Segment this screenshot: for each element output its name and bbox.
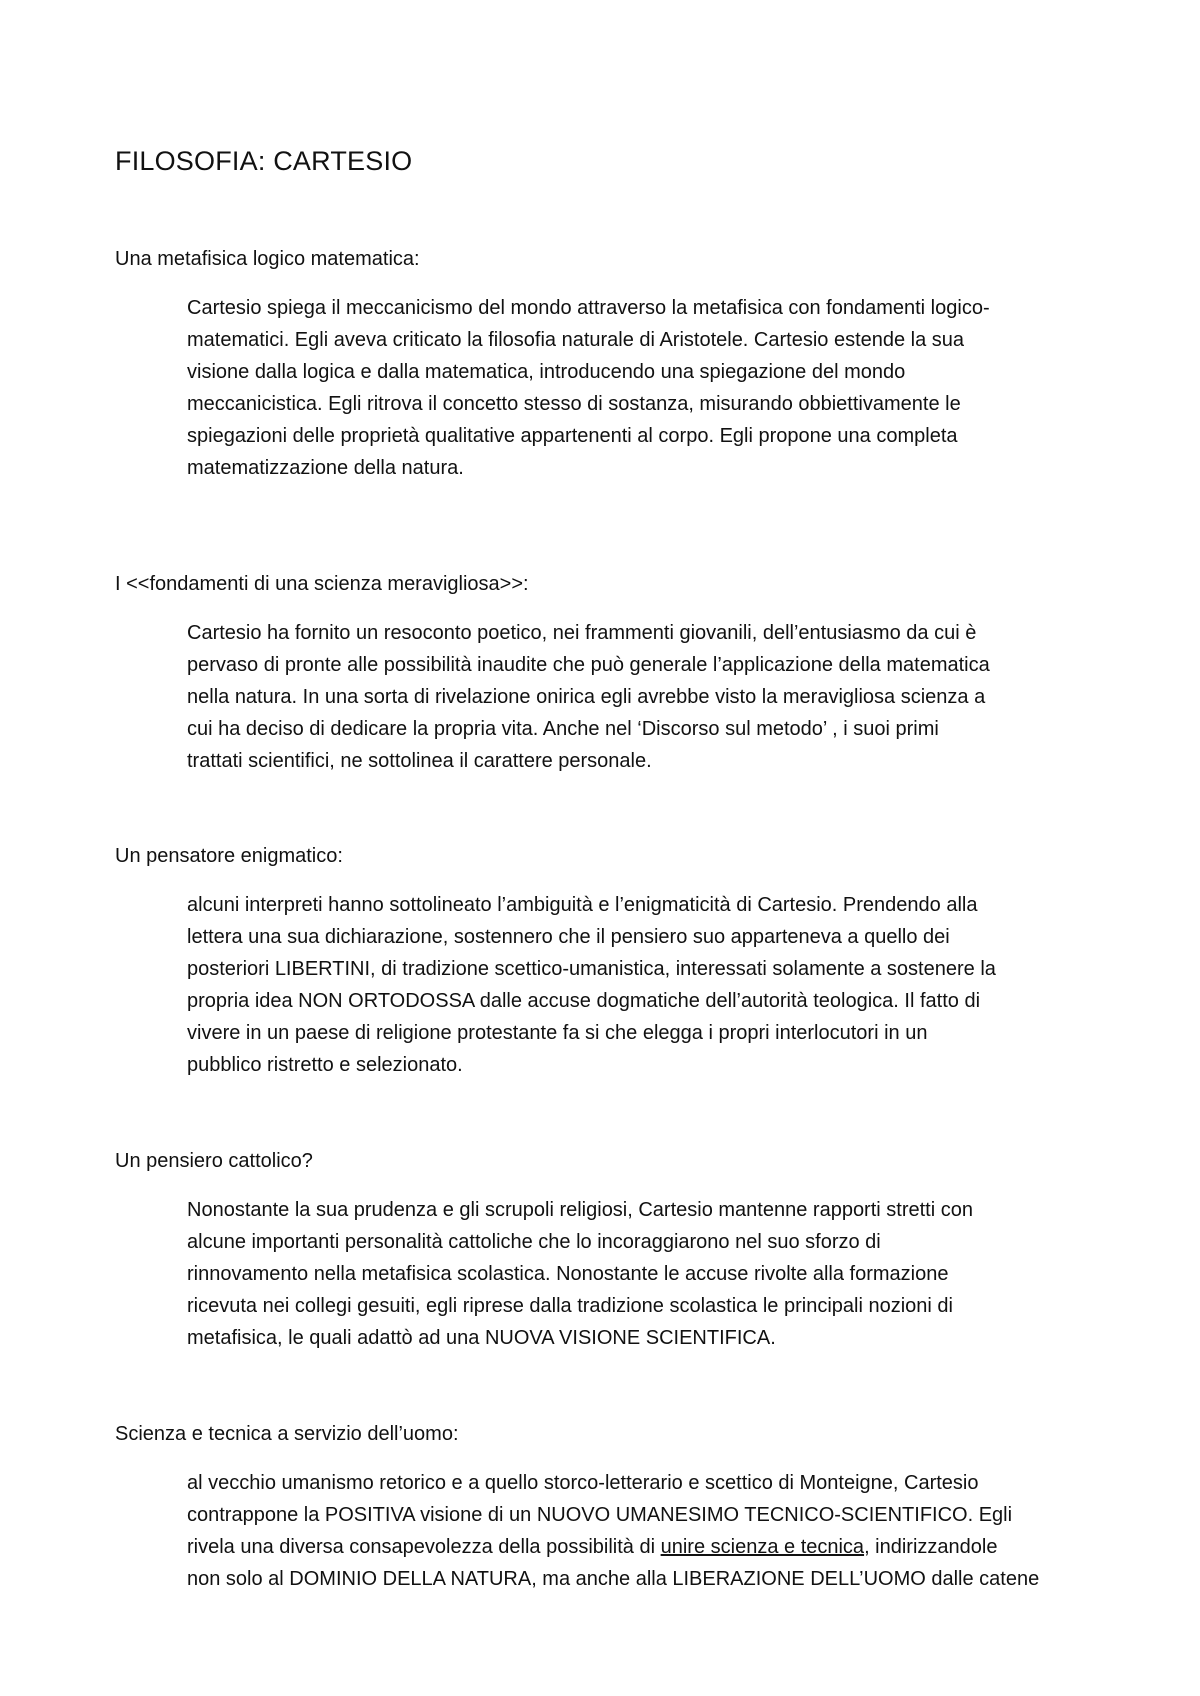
underlined-phrase: unire scienza e tecnica bbox=[660, 1536, 865, 1558]
paragraph-line: Nonostante la sua prudenza e gli scrupoli religiosi, Cartesio mantenne rapporti stretti con bbox=[187, 1199, 973, 1221]
section-pensiero-cattolico bbox=[115, 1145, 1125, 1354]
section-heading: Una metafisica logico matematica: bbox=[115, 248, 420, 270]
section-heading: Un pensatore enigmatico: bbox=[115, 845, 343, 867]
paragraph-line: cui ha deciso di dedicare la propria vita. Anche nel ‘Discorso sul metodo’ , i suoi primi bbox=[187, 718, 939, 740]
text-fragment: , indirizzandole bbox=[864, 1536, 998, 1558]
document-title: FILOSOFIA: CARTESIO bbox=[115, 146, 413, 176]
paragraph-line: Cartesio ha fornito un resoconto poetico, nei frammenti giovanili, dell’entusiasmo da cui è bbox=[187, 622, 977, 644]
paragraph-line: Cartesio spiega il meccanicismo del mondo attraverso la metafisica con fondamenti logico- bbox=[187, 297, 990, 319]
paragraph-line: pervaso di pronte alle possibilità inaudite che può generale l’applicazione della matematica bbox=[187, 654, 990, 676]
paragraph-line: visione dalla logica e dalla matematica, introducendo una spiegazione del mondo bbox=[187, 361, 906, 383]
paragraph-line: vivere in un paese di religione protestante fa si che elegga i propri interlocutori in un bbox=[187, 1022, 928, 1044]
paragraph-line: pubblico ristretto e selezionato. bbox=[187, 1054, 463, 1076]
paragraph-line: lettera una sua dichiarazione, sostennero che il pensiero suo apparteneva a quello dei bbox=[187, 926, 950, 948]
paragraph-line: trattati scientifici, ne sottolinea il carattere personale. bbox=[187, 750, 652, 772]
section-body bbox=[187, 292, 1122, 484]
paragraph-line: metafisica, le quali adattò ad una NUOVA VISIONE SCIENTIFICA. bbox=[187, 1327, 776, 1349]
section-body bbox=[187, 1194, 1122, 1354]
paragraph-line: propria idea NON ORTODOSSA dalle accuse dogmatiche dell’autorità teologica. Il fatto di bbox=[187, 990, 981, 1012]
paragraph-line: spiegazioni delle proprietà qualitative appartenenti al corpo. Egli propone una completa bbox=[187, 425, 958, 447]
section-heading: Un pensiero cattolico? bbox=[115, 1150, 313, 1172]
text-fragment: rivela una diversa consapevolezza della possibilità di bbox=[187, 1536, 661, 1558]
paragraph-line: meccanicistica. Egli ritrova il concetto stesso di sostanza, misurando obbiettivamente le bbox=[187, 393, 961, 415]
paragraph-line: matematici. Egli aveva criticato la filosofia naturale di Aristotele. Cartesio estende la sua bbox=[187, 329, 965, 351]
section-metafisica bbox=[115, 243, 1125, 484]
section-scienza-tecnica bbox=[115, 1418, 1125, 1595]
paragraph-line: al vecchio umanismo retorico e a quello storco-letterario e scettico di Monteigne, Cartesio bbox=[187, 1472, 979, 1494]
paragraph-line: rinnovamento nella metafisica scolastica. Nonostante le accuse rivolte alla formazione bbox=[187, 1263, 949, 1285]
paragraph-line: matematizzazione della natura. bbox=[187, 457, 464, 479]
section-fondamenti bbox=[115, 568, 1125, 777]
paragraph-line: nella natura. In una sorta di rivelazione onirica egli avrebbe visto la meravigliosa scienza a bbox=[187, 686, 986, 708]
paragraph-line: posteriori LIBERTINI, di tradizione scettico-umanistica, interessati solamente a sostenere la bbox=[187, 958, 996, 980]
section-pensatore-enigmatico bbox=[115, 840, 1125, 1081]
paragraph-line: contrappone la POSITIVA visione di un NUOVO UMANESIMO TECNICO-SCIENTIFICO. Egli bbox=[187, 1504, 1013, 1526]
paragraph-line: alcune importanti personalità cattoliche che lo incoraggiarono nel suo sforzo di bbox=[187, 1231, 881, 1253]
section-heading: Scienza e tecnica a servizio dell’uomo: bbox=[115, 1423, 459, 1445]
section-body bbox=[187, 1467, 1122, 1595]
paragraph-line-with-underline bbox=[187, 1531, 1122, 1563]
paragraph-line: ricevuta nei collegi gesuiti, egli riprese dalla tradizione scolastica le principali nozioni di bbox=[187, 1295, 953, 1317]
section-body bbox=[187, 889, 1122, 1081]
paragraph-line: non solo al DOMINIO DELLA NATURA, ma anche alla LIBERAZIONE DELL’UOMO dalle catene bbox=[187, 1568, 1040, 1590]
section-heading: I <<fondamenti di una scienza meravigliosa>>: bbox=[115, 573, 529, 595]
section-body bbox=[187, 617, 1122, 777]
paragraph-line: alcuni interpreti hanno sottolineato l’ambiguità e l’enigmaticità di Cartesio. Prendendo alla bbox=[187, 894, 978, 916]
